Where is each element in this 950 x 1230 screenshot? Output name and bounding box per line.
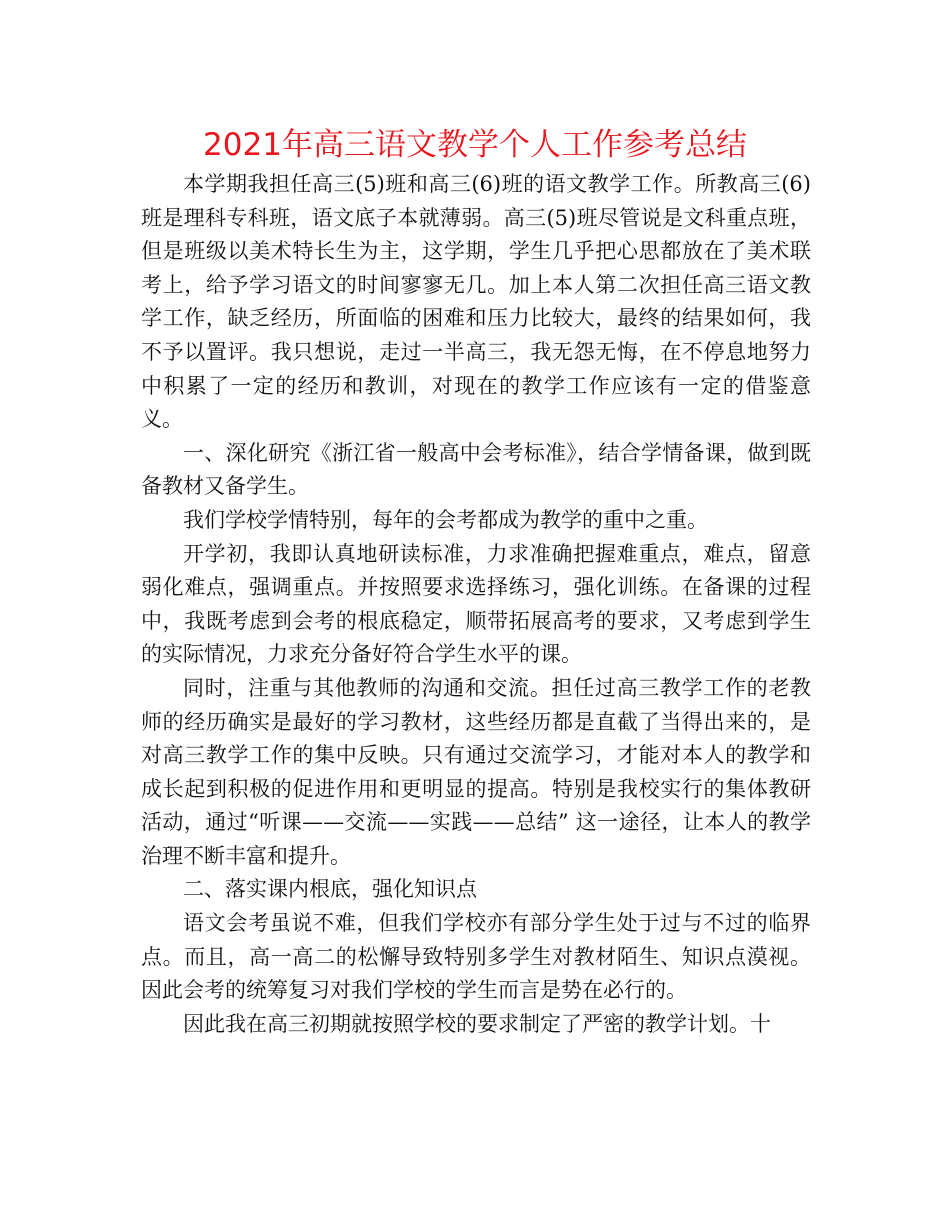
- document-title: 2021年高三语文教学个人工作参考总结: [203, 127, 747, 163]
- document-body: [141, 168, 811, 1041]
- paragraph-intro: 本学期我担任高三(5)班和高三(6)班的语文教学工作。所教高三(6)班是理科专科班，语文底子本就薄弱。高三(5)班尽管说是文科重点班，但是班级以美术特长生为主，这学期，学生几乎把心思都放在了美术联考上，给予学习语文的时间寥寥无几。加上本人第二次担任高三语文教学工作，缺乏经历，所面临的困难和压力比较大，最终的结果如何，我不予以置评。我只想说，走过一半高三，我无怨无悔，在不停息地努力中积累了一定的经历和教训，对现在的教学工作应该有一定的借鉴意义。: [141, 172, 811, 432]
- section-heading-1: 一、深化研究《浙江省一般高中会考标准》，结合学情备课，做到既备教材又备学生。: [141, 440, 811, 499]
- paragraph-teaching-plan: 因此我在高三初期就按照学校的要求制定了严密的教学计划。十: [183, 1011, 771, 1036]
- paragraph-start-of-term: 开学初，我即认真地研读标准，力求准确把握难重点，难点，留意弱化难点，强调重点。并按照要求选择练习，强化训练。在备课的过程中，我既考虑到会考的根底稳定，顺带拓展高考的要求，又考虑到学生的实际情况，力求充分备好符合学生水平的课。: [141, 541, 811, 667]
- paragraph-communication: 同时，注重与其他教师的沟通和交流。担任过高三教学工作的老教师的经历确实是最好的学习教材，这些经历都是直截了当得出来的，是对高三教学工作的集中反映。只有通过交流学习，才能对本人的教学和成长起到积极的促进作用和更明显的提高。特别是我校实行的集体教研活动，通过“听课——交流——实践——总结” 这一途径，让本人的教学治理不断丰富和提升。: [141, 675, 811, 868]
- section-heading-2: 二、落实课内根底，强化知识点: [183, 877, 477, 902]
- paragraph-exam-review: 语文会考虽说不难，但我们学校亦有部分学生处于过与不过的临界点。而且，高一高二的松懈导致特别多学生对教材陌生、知识点漠视。因此会考的统筹复习对我们学校的学生而言是势在必行的。: [141, 911, 811, 1003]
- paragraph-school-situation: 我们学校学情特别，每年的会考都成为教学的重中之重。: [183, 507, 708, 532]
